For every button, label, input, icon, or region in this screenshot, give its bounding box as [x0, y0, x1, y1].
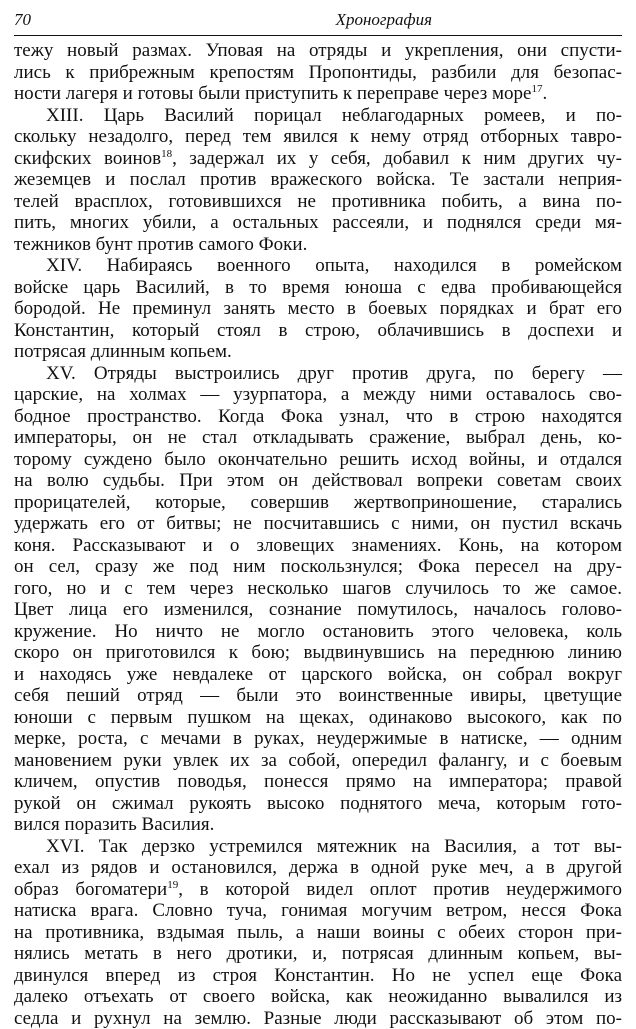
text-line — [14, 814, 622, 836]
text-line — [14, 750, 622, 772]
text-line — [14, 642, 622, 664]
text-line-content: XIV. Набираясь военного опыта, находился в ромейском — [46, 255, 622, 276]
text-line-tail: . — [542, 83, 547, 104]
text-line-content: рукой он сжимал рукоять высоко поднятого меча, которым гото- — [14, 793, 622, 814]
text-line — [14, 664, 622, 686]
footnote-marker: 17 — [531, 83, 542, 95]
text-line — [14, 470, 622, 492]
text-line — [14, 513, 622, 535]
text-line-content: образ богоматери — [14, 879, 167, 900]
text-line-content: ности лагеря и готовы были приступить к переправе через море — [14, 83, 531, 104]
text-line — [14, 943, 622, 965]
text-line — [14, 857, 622, 879]
text-line-content: XIII. Царь Василий порицал неблагодарных ромеев, и по- — [46, 105, 622, 126]
text-line — [14, 255, 622, 277]
text-line-content: седла и рухнул на землю. Разные люди рассказывают об этом по- — [14, 1008, 622, 1029]
running-head — [14, 6, 622, 34]
text-line-content: коня. Рассказывают и о зловещих знамениях. Конь, на котором — [14, 535, 622, 556]
text-line-content: скоро он приготовился к бою; выдвинувшись на переднюю линию — [14, 642, 622, 663]
text-line — [14, 40, 622, 62]
text-line — [14, 212, 622, 234]
header-rule — [14, 35, 622, 36]
text-line-content: потрясая длинным копьем. — [14, 341, 232, 362]
text-line-content: XVI. Так дерзко устремился мятежник на Василия, а тот вы- — [46, 836, 622, 857]
text-line-content: удержать его от битвы; не посчитавшись с ними, он пустил вскачь — [14, 513, 622, 534]
text-line — [14, 900, 622, 922]
text-line — [14, 169, 622, 191]
text-line-content: тежу новый размах. Уповая на отряды и укрепления, они спусти- — [14, 40, 622, 61]
text-line-content: прорицателей, которые, совершив жертвоприношение, старались — [14, 492, 622, 513]
text-line — [14, 793, 622, 815]
text-line — [14, 1008, 622, 1029]
text-line-content: на противника, вздымая пыль, а наши воины с обеих сторон при- — [14, 922, 622, 943]
text-line-content: ехал из рядов и остановился, держа в одной руке меч, а в другой — [14, 857, 622, 878]
footnote-marker: 18 — [161, 148, 172, 160]
text-line — [14, 621, 622, 643]
text-line-content: далеко отъехать от своего войска, как неожиданно вывалился из — [14, 986, 622, 1007]
page-number: 70 — [14, 6, 31, 34]
text-line — [14, 234, 622, 256]
body-text — [14, 40, 622, 1029]
text-line — [14, 685, 622, 707]
text-line-content: скифских воинов — [14, 148, 161, 169]
text-line — [14, 320, 622, 342]
text-line-content: на волю судьбы. При этом он действовал вопреки советам своих — [14, 470, 622, 491]
text-line — [14, 922, 622, 944]
text-line — [14, 363, 622, 385]
text-line — [14, 771, 622, 793]
footnote-marker: 19 — [167, 879, 178, 891]
text-line-tail: , задержал их у себя, добавил к ним других чу- — [172, 148, 622, 169]
text-line-content: кружение. Но ничто не могло остановить этого человека, коль — [14, 621, 622, 642]
text-line — [14, 965, 622, 987]
text-line — [14, 406, 622, 428]
text-line-content: императоры, он не стал откладывать сражение, выбрал день, ко- — [14, 427, 622, 448]
text-line — [14, 728, 622, 750]
text-line — [14, 277, 622, 299]
text-line-content: царские, на холмах — узурпатора, а между ними оставалось сво- — [14, 384, 622, 405]
text-line — [14, 83, 622, 105]
text-line-content: тежников бунт против самого Фоки. — [14, 234, 307, 255]
text-line-content: кличем, опустив поводья, понесся прямо на императора; правой — [14, 771, 622, 792]
text-line — [14, 707, 622, 729]
text-line-content: пить, многих убили, а остальных рассеяли, и поднялся среди мя- — [14, 212, 622, 233]
text-line-content: Цвет лица его изменился, сознание помутилось, началось голово- — [14, 599, 622, 620]
text-line-content: юноши с первым пушком на щеках, одинаково высокого, как по — [14, 707, 622, 728]
text-line-tail: , в которой видел оплот против неудержимого — [178, 879, 622, 900]
text-line-content: и находясь уже невдалеке от царского войска, он собрал вокруг — [14, 664, 622, 685]
text-line — [14, 836, 622, 858]
text-line-content: торому суждено было окончательно решить исход войны, и отдался — [14, 449, 622, 470]
text-line-content: телей врасплох, готовившихся не противника побить, а вина по- — [14, 191, 622, 212]
text-line — [14, 148, 622, 170]
text-line-content: войске царь Василий, в то время юноша с едва пробивающейся — [14, 277, 622, 298]
text-line-content: натиска врага. Словно туча, гонимая могучим ветром, несся Фока — [14, 900, 622, 921]
text-line — [14, 556, 622, 578]
text-line-content: бодное пространство. Когда Фока узнал, что в строю находятся — [14, 406, 622, 427]
book-page — [14, 6, 622, 1029]
text-line-content: он сел, сразу же под ним поскользнулся; Фока пересел на дру- — [14, 556, 622, 577]
text-line-content: гого, но и с тем через несколько шагов случилось то же самое. — [14, 578, 622, 599]
text-line — [14, 341, 622, 363]
text-line — [14, 384, 622, 406]
text-line — [14, 191, 622, 213]
text-line — [14, 492, 622, 514]
text-line-content: вился поразить Василия. — [14, 814, 214, 835]
text-line — [14, 427, 622, 449]
text-line-content: двинулся вперед из строя Константин. Но не успел еще Фока — [14, 965, 622, 986]
text-line-content: XV. Отряды выстроились друг против друга, по берегу — — [46, 363, 622, 384]
text-line — [14, 126, 622, 148]
text-line — [14, 986, 622, 1008]
text-line-content: жеземцев и послал против вражеского войска. Те застали неприя- — [14, 169, 622, 190]
text-line-content: себя пеший отряд — были это воинственные ивиры, цветущие — [14, 685, 622, 706]
text-line — [14, 599, 622, 621]
text-line — [14, 535, 622, 557]
text-line — [14, 449, 622, 471]
text-line-content: нялись метать в него дротики, и, потрясая длинным копьем, вы- — [14, 943, 622, 964]
text-line-content: лись к прибрежным крепостям Пропонтиды, разбили для безопас- — [14, 62, 622, 83]
text-line — [14, 298, 622, 320]
text-line-content: бородой. Не преминул занять место в боевых порядках и брат его — [14, 298, 622, 319]
text-line — [14, 578, 622, 600]
text-line — [14, 105, 622, 127]
text-line — [14, 62, 622, 84]
running-title: Хронография — [336, 6, 432, 34]
text-line-content: Константин, который стоял в строю, облачившись в доспехи и — [14, 320, 622, 341]
text-line — [14, 879, 622, 901]
text-line-content: мановением руки увлек их за собой, опередил фалангу, и с боевым — [14, 750, 622, 771]
text-line-content: скольку незадолго, перед тем явился к нему отряд отборных тавро- — [14, 126, 622, 147]
text-line-content: мерке, роста, с мечами в руках, неудержимые в натиске, — одним — [14, 728, 622, 749]
